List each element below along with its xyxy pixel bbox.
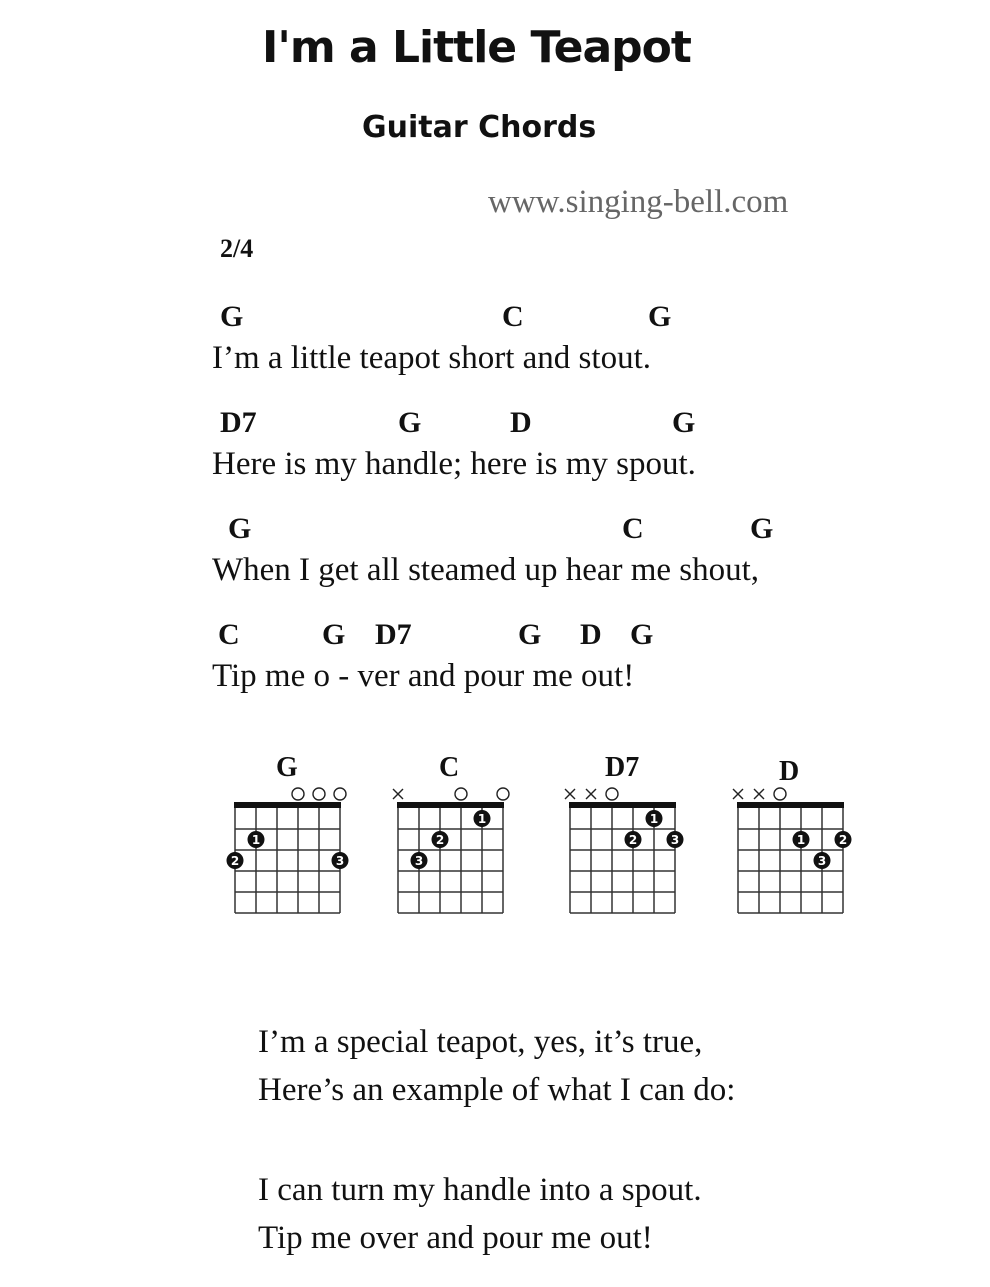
muted-string-marker xyxy=(393,789,403,799)
chord-label: G xyxy=(672,406,696,439)
verse-line: I’m a special teapot, yes, it’s true, xyxy=(258,1024,703,1060)
muted-string-marker xyxy=(754,789,764,799)
verse-line: Here’s an example of what I can do: xyxy=(258,1072,736,1108)
chord-label: D xyxy=(510,406,532,439)
chord-label: G xyxy=(322,618,346,651)
open-string-marker xyxy=(292,788,304,800)
chord-label: C xyxy=(502,300,524,333)
verse-line: Tip me over and pour me out! xyxy=(258,1220,653,1256)
finger-number: 2 xyxy=(838,833,848,847)
muted-string-marker xyxy=(586,789,596,799)
chord-label: C xyxy=(218,618,240,651)
lyric-line: When I get all steamed up hear me shout, xyxy=(212,552,760,588)
finger-number: 3 xyxy=(670,833,680,847)
finger-number: 2 xyxy=(230,854,240,868)
page-subtitle: Guitar Chords xyxy=(362,110,597,145)
chord-diagram-name: D7 xyxy=(605,752,640,783)
fretboard xyxy=(725,782,865,957)
lyric-line: Here is my handle; here is my spout. xyxy=(212,446,696,482)
chord-label: G xyxy=(220,300,244,333)
open-string-marker xyxy=(497,788,509,800)
website-url[interactable]: www.singing-bell.com xyxy=(488,184,789,220)
fretboard xyxy=(222,782,362,957)
finger-number: 1 xyxy=(649,812,659,826)
finger-number: 1 xyxy=(251,833,261,847)
time-signature: 2/4 xyxy=(220,234,254,263)
open-string-marker xyxy=(313,788,325,800)
finger-number: 2 xyxy=(435,833,445,847)
open-string-marker xyxy=(774,788,786,800)
nut xyxy=(737,802,844,808)
chord-label: D xyxy=(580,618,602,651)
chord-label: G xyxy=(630,618,654,651)
finger-number: 2 xyxy=(628,833,638,847)
lyric-line: I’m a little teapot short and stout. xyxy=(212,340,651,376)
chord-label: G xyxy=(518,618,542,651)
fretboard xyxy=(385,782,525,957)
chord-label: G xyxy=(750,512,774,545)
lyric-line: Tip me o - ver and pour me out! xyxy=(212,658,635,694)
finger-number: 3 xyxy=(414,854,424,868)
finger-number: 1 xyxy=(796,833,806,847)
song-title: I'm a Little Teapot xyxy=(262,22,691,73)
chord-label: G xyxy=(648,300,672,333)
finger-number: 3 xyxy=(817,854,827,868)
nut xyxy=(397,802,504,808)
fretboard xyxy=(557,782,697,957)
chord-label: G xyxy=(228,512,252,545)
open-string-marker xyxy=(455,788,467,800)
verse-line: I can turn my handle into a spout. xyxy=(258,1172,702,1208)
nut xyxy=(569,802,676,808)
muted-string-marker xyxy=(565,789,575,799)
open-string-marker xyxy=(606,788,618,800)
chord-diagram-name: G xyxy=(276,752,298,783)
chord-label: C xyxy=(622,512,644,545)
chord-label: D7 xyxy=(375,618,412,651)
muted-string-marker xyxy=(733,789,743,799)
finger-number: 1 xyxy=(477,812,487,826)
nut xyxy=(234,802,341,808)
open-string-marker xyxy=(334,788,346,800)
chord-label: D7 xyxy=(220,406,257,439)
chord-label: G xyxy=(398,406,422,439)
chord-diagram-name: D xyxy=(779,756,800,787)
chord-diagram-name: C xyxy=(439,752,460,783)
finger-number: 3 xyxy=(335,854,345,868)
